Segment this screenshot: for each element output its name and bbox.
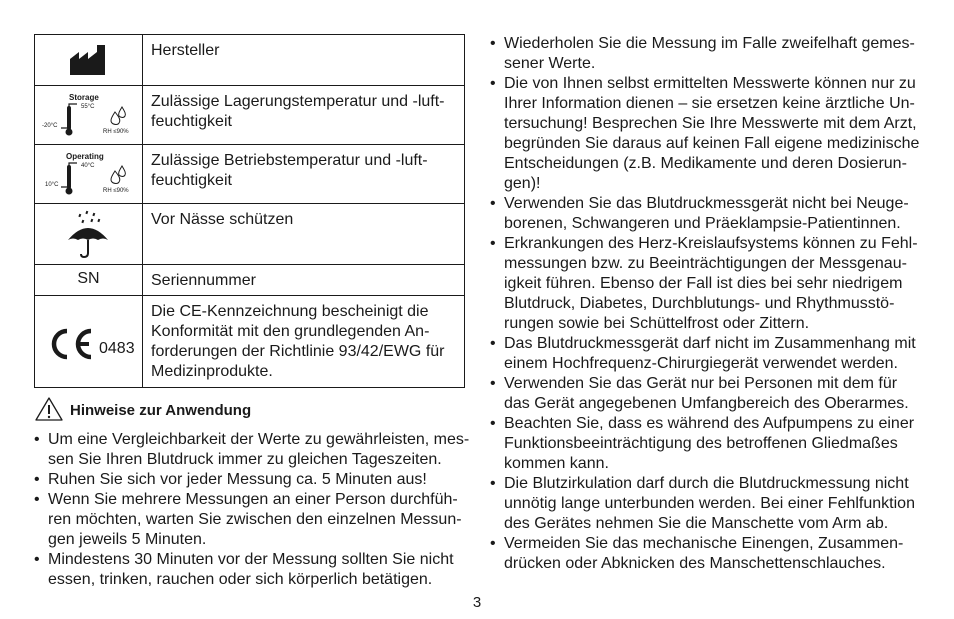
list-line: begründen Sie daraus auf keinen Fall eigene medizinische — [504, 135, 920, 152]
symbol-description — [143, 204, 465, 265]
symbol-cell — [35, 265, 143, 296]
list-item — [490, 34, 930, 74]
storage-humidity: RH ≤90% — [103, 129, 129, 135]
desc-line: Vor Nässe schützen — [151, 211, 294, 228]
list-line: rungen sowie bei Schüttelfrost oder Zittern. — [504, 315, 810, 332]
symbol-cell — [35, 296, 143, 388]
symbol-description — [143, 86, 465, 145]
warning-triangle-icon — [34, 396, 64, 422]
list-line: • Ruhen Sie sich vor jeder Messung ca. 5 Minuten aus! — [48, 471, 427, 488]
desc-line: Die CE-Kennzeichnung bescheinigt die — [151, 303, 429, 320]
list-line: gen)! — [504, 175, 541, 192]
symbol-description — [143, 145, 465, 204]
symbol-description — [143, 35, 465, 86]
list-line: borenen, Schwangeren und Präeklampsie-Patientinnen. — [504, 215, 901, 232]
storage-label: Storage — [69, 93, 99, 102]
desc-line: Zulässige Betriebstemperatur und -luft- — [151, 152, 428, 169]
list-line: Blutdruck, Diabetes, Durchblutungs- und Rhythmusstö- — [504, 295, 895, 312]
umbrella-icon — [35, 204, 142, 264]
list-line: drücken oder Abknicken des Manschettenschlauches. — [504, 555, 886, 572]
list-item — [490, 334, 930, 374]
desc-line: Konformität mit den grundlegenden An- — [151, 323, 430, 340]
list-item — [490, 194, 930, 234]
storage-high-temp: 55°C — [81, 104, 95, 110]
right-bullet-list — [490, 34, 930, 574]
list-item — [490, 474, 930, 534]
list-item — [490, 74, 930, 194]
list-line: • Die Blutzirkulation darf durch die Blutdruckmessung nicht — [504, 475, 909, 492]
symbol-cell — [35, 86, 143, 145]
section-title: Hinweise zur Anwendung — [70, 402, 252, 419]
symbol-table — [34, 34, 465, 388]
left-bullet-list — [34, 430, 474, 590]
table-row — [35, 265, 465, 296]
desc-line: forderungen der Richtlinie 93/42/EWG für — [151, 343, 445, 360]
list-line: • Erkrankungen des Herz-Kreislaufsystems können zu Fehl- — [504, 235, 918, 252]
list-line: • Verwenden Sie das Gerät nur bei Personen mit dem für — [504, 375, 898, 392]
symbol-cell — [35, 35, 143, 86]
list-item — [34, 550, 474, 590]
list-line: • Um eine Vergleichbarkeit der Werte zu gewährleisten, mes- — [48, 431, 470, 448]
symbol-description — [143, 265, 465, 296]
list-line: • Mindestens 30 Minuten vor der Messung sollten Sie nicht — [48, 551, 454, 568]
page-number: 3 — [472, 594, 482, 611]
operating-label: Operating — [66, 152, 104, 161]
desc-line: feuchtigkeit — [151, 113, 232, 130]
list-line: sener Werte. — [504, 55, 596, 72]
list-line: des Gerätes nehmen Sie die Manschette vom Arm ab. — [504, 515, 889, 532]
list-line: Funktionsbeeinträchtigung des betroffenen Gliedmaßes — [504, 435, 898, 452]
list-line: das Gerät angegebenen Umfangbereich des Oberarmes. — [504, 395, 909, 412]
list-line: • Verwenden Sie das Blutdruckmessgerät nicht bei Neuge- — [504, 195, 909, 212]
list-line: • Wiederholen Sie die Messung im Falle zweifelhaft gemes- — [504, 35, 915, 52]
list-line: Entscheidungen (z.B. Medikamente und deren Dosierun- — [504, 155, 907, 172]
desc-line: Zulässige Lagerungstemperatur und -luft- — [151, 93, 445, 110]
list-line: tersuchung! Besprechen Sie Ihre Messwerte mit dem Arzt, — [504, 115, 917, 132]
list-line: • Das Blutdruckmessgerät darf nicht im Zusammenhang mit — [504, 335, 916, 352]
desc-line: feuchtigkeit — [151, 172, 232, 189]
list-line: Ihrer Information dienen – sie ersetzen keine ärztliche Un- — [504, 95, 915, 112]
list-line: ren möchten, warten Sie zwischen den einzelnen Messun- — [48, 511, 462, 528]
table-row — [35, 296, 465, 388]
list-line: essen, trinken, rauchen oder sich körperlich betätigen. — [48, 571, 433, 588]
table-row — [35, 86, 465, 145]
list-item — [34, 430, 474, 470]
list-item — [490, 414, 930, 474]
list-line: kommen kann. — [504, 455, 609, 472]
list-line: • Wenn Sie mehrere Messungen an einer Person durchfüh- — [48, 491, 458, 508]
list-line: • Beachten Sie, dass es während des Aufpumpens zu einer — [504, 415, 915, 432]
list-line: gen jeweils 5 Minuten. — [48, 531, 207, 548]
table-row — [35, 204, 465, 265]
list-item — [490, 234, 930, 334]
table-row — [35, 145, 465, 204]
list-item — [490, 374, 930, 414]
list-line: unnötig lange unterbunden werden. Bei einer Fehlfunktion — [504, 495, 915, 512]
list-item — [490, 534, 930, 574]
list-item — [34, 470, 474, 490]
desc-line: Hersteller — [151, 42, 220, 59]
operating-low-temp: 10°C — [45, 182, 59, 188]
desc-line: Medizinprodukte. — [151, 363, 273, 380]
symbol-cell — [35, 145, 143, 204]
list-line: messungen bzw. zu Beeinträchtigungen der Messgenau- — [504, 255, 907, 272]
storage-low-temp: -20°C — [42, 123, 58, 129]
list-line: igkeit führen. Ebenso der Fall ist dies bei sehr niedrigem — [504, 275, 903, 292]
notified-body-number: 0483 — [99, 340, 135, 357]
manufacturer-icon — [35, 35, 142, 85]
symbol-description — [143, 296, 465, 388]
list-line: • Vermeiden Sie das mechanische Einengen, Zusammen- — [504, 535, 904, 552]
list-line: • Die von Ihnen selbst ermittelten Messwerte können nur zu — [504, 75, 916, 92]
desc-line: Seriennummer — [151, 272, 256, 289]
serial-number-symbol: SN — [77, 270, 100, 287]
table-row — [35, 35, 465, 86]
list-line: einem Hochfrequenz-Chirurgiegerät verwendet werden. — [504, 355, 898, 372]
list-line: sen Sie Ihren Blutdruck immer zu gleichen Tageszeiten. — [48, 451, 442, 468]
operating-high-temp: 40°C — [81, 163, 95, 169]
list-item — [34, 490, 474, 550]
symbol-cell — [35, 204, 143, 265]
operating-humidity: RH ≤90% — [103, 188, 129, 194]
